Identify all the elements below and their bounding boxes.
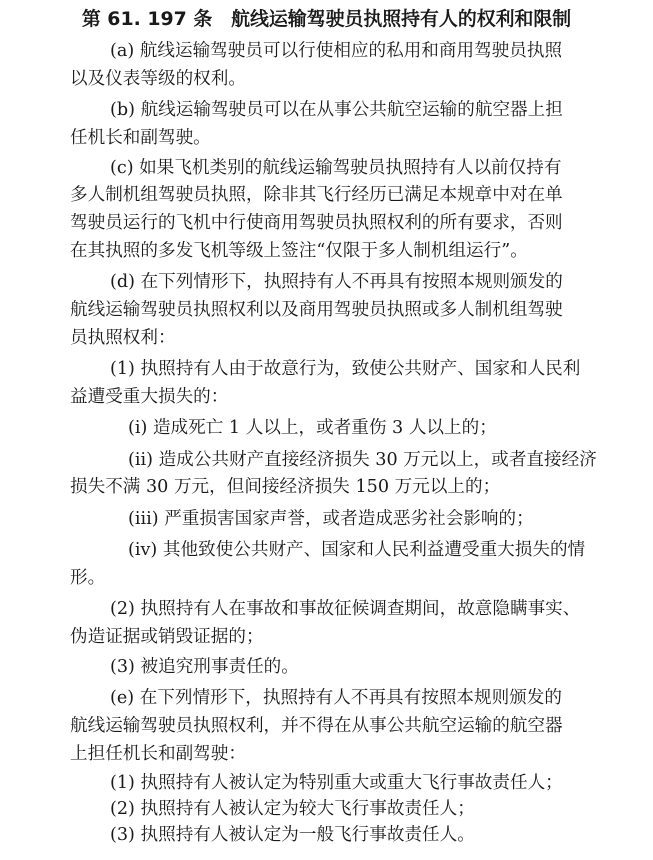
- item-d1-line-2: 益遭受重大损失的：: [70, 386, 229, 407]
- paragraph-d-line-1: (d) 在下列情形下，执照持有人不再具有按照本规则颁发的: [110, 272, 563, 293]
- item-d3: (3) 被追究刑事责任的。: [110, 656, 299, 677]
- paragraph-a-line-1: (a) 航线运输驾驶员可以行使相应的私用和商用驾驶员执照: [110, 41, 563, 61]
- paragraph-b-line-1: (b) 航线运输驾驶员可以在从事公共航空运输的航空器上担: [110, 100, 563, 121]
- paragraph-d-line-2: 航线运输驾驶员执照权利以及商用驾驶员执照或多人制机组驾驶: [70, 299, 563, 320]
- paragraph-c-line-1: (c) 如果飞机类别的航线运输驾驶员执照持有人以前仅持有: [110, 157, 562, 178]
- paragraph-c-line-3: 驾驶员运行的飞机中行使商用驾驶员执照权利的所有要求，否则: [70, 213, 563, 233]
- article-title: 第 61. 197 条 航线运输驾驶员执照持有人的权利和限制: [81, 8, 572, 30]
- item-d1-iii: (iii) 严重损害国家声誉，或者造成恶劣社会影响的；: [128, 508, 534, 529]
- item-d2-line-2: 伪造证据或销毁证据的；: [70, 627, 264, 648]
- item-e1: (1) 执照持有人被认定为特别重大或重大飞行事故责任人；: [110, 773, 563, 794]
- item-e3: (3) 执照持有人被认定为一般飞行事故责任人。: [110, 825, 475, 845]
- paragraph-b-line-2: 任机长和副驾驶。: [70, 127, 211, 148]
- item-d1-iv-line-1: (iv) 其他致使公共财产、国家和人民利益遭受重大损失的情: [128, 540, 586, 561]
- paragraph-e-line-2: 航线运输驾驶员执照权利，并不得在从事公共航空运输的航空器: [70, 715, 563, 736]
- item-d1-iv-line-2: 形。: [70, 568, 106, 588]
- item-d2-line-1: (2) 执照持有人在事故和事故征候调查期间，故意隐瞒事实、: [110, 599, 581, 620]
- paragraph-e-line-1: (e) 在下列情形下，执照持有人不再具有按照本规则颁发的: [110, 688, 562, 709]
- item-d1-ii-line-1: (ii) 造成公共财产直接经济损失 30 万元以上，或者直接经济: [128, 449, 597, 470]
- item-d1-line-1: (1) 执照持有人由于故意行为，致使公共财产、国家和人民利: [110, 359, 581, 379]
- paragraph-c-line-4: 在其执照的多发飞机等级上签注“仅限于多人制机组运行”。: [70, 240, 528, 261]
- paragraph-d-line-3: 员执照权利：: [70, 327, 176, 348]
- paragraph-c-line-2: 多人制机组驾驶员执照，除非其飞行经历已满足本规章中对在单: [70, 185, 563, 206]
- item-d1-ii-line-2: 损失不满 30 万元，但间接经济损失 150 万元以上的；: [70, 477, 501, 498]
- paragraph-a-line-2: 以及仪表等级的权利。: [70, 68, 246, 89]
- item-e2: (2) 执照持有人被认定为较大飞行事故责任人；: [110, 799, 475, 820]
- paragraph-e-line-3: 上担任机长和副驾驶：: [70, 743, 246, 764]
- item-d1-i: (i) 造成死亡 1 人以上，或者重伤 3 人以上的；: [128, 418, 497, 439]
